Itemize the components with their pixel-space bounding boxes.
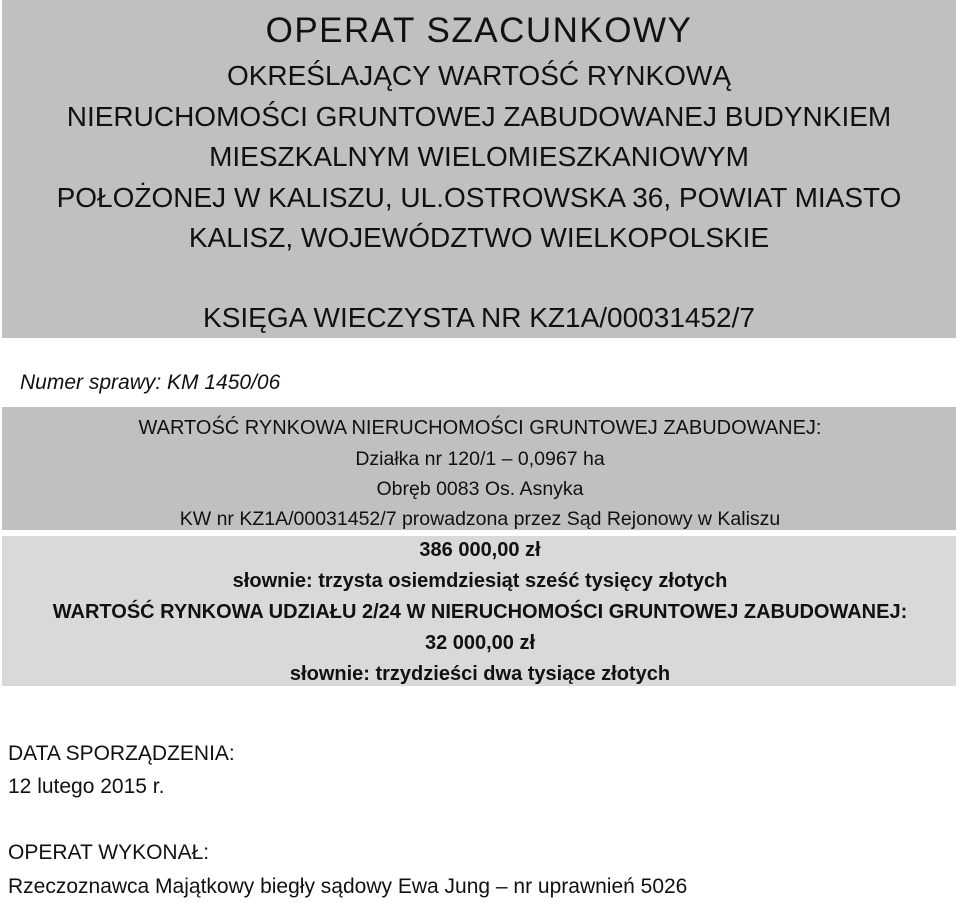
date-label: DATA SPORZĄDZENIA: <box>8 742 235 765</box>
subtitle-line: NIERUCHOMOŚCI GRUNTOWEJ ZABUDOWANEJ BUDYNKIEM <box>66 100 892 132</box>
subtitle-line: POŁOŻONEJ W KALISZU, UL.OSTROWSKA 36, POWIAT MIASTO <box>56 181 902 213</box>
precinct-info: Obręb 0083 Os. Asnyka <box>376 478 584 500</box>
share-amount: 32 000,00 zł <box>424 632 536 654</box>
share-heading: WARTOŚĆ RYNKOWA UDZIAŁU 2/24 W NIERUCHOMOŚCI GRUNTOWEJ ZABUDOWANEJ: <box>52 601 908 623</box>
author-value: Rzeczoznawca Majątkowy biegły sądowy Ewa Jung – nr uprawnień 5026 <box>8 875 688 898</box>
register-info: KW nr KZ1A/00031452/7 prowadzona przez Sąd Rejonowy w Kaliszu <box>179 508 781 530</box>
share-amount-words: słownie: trzydzieści dwa tysiące złotych <box>289 663 671 685</box>
valuation-amount-words: słownie: trzysta osiemdziesiąt sześć tysięcy złotych <box>232 570 728 592</box>
document-title: OPERAT SZACUNKOWY <box>265 11 693 50</box>
date-value: 12 lutego 2015 r. <box>8 775 165 798</box>
valuation-heading: WARTOŚĆ RYNKOWA NIERUCHOMOŚCI GRUNTOWEJ ZABUDOWANEJ: <box>138 417 822 439</box>
document-header <box>2 0 956 338</box>
land-register-number: KSIĘGA WIECZYSTA NR KZ1A/00031452/7 <box>203 302 755 333</box>
subtitle-line: KALISZ, WOJEWÓDZTWO WIELKOPOLSKIE <box>188 222 770 253</box>
author-label: OPERAT WYKONAŁ: <box>8 841 210 864</box>
document-subtitle <box>22 56 936 259</box>
case-number: Numer sprawy: KM 1450/06 <box>20 371 281 394</box>
subtitle-line: OKREŚLAJĄCY WARTOŚĆ RYNKOWĄ <box>226 60 732 91</box>
valuation-amount: 386 000,00 zł <box>419 539 541 561</box>
plot-info: Działka nr 120/1 – 0,0967 ha <box>355 448 605 470</box>
subtitle-line: MIESZKALNYM WIELOMIESZKANIOWYM <box>209 141 749 172</box>
